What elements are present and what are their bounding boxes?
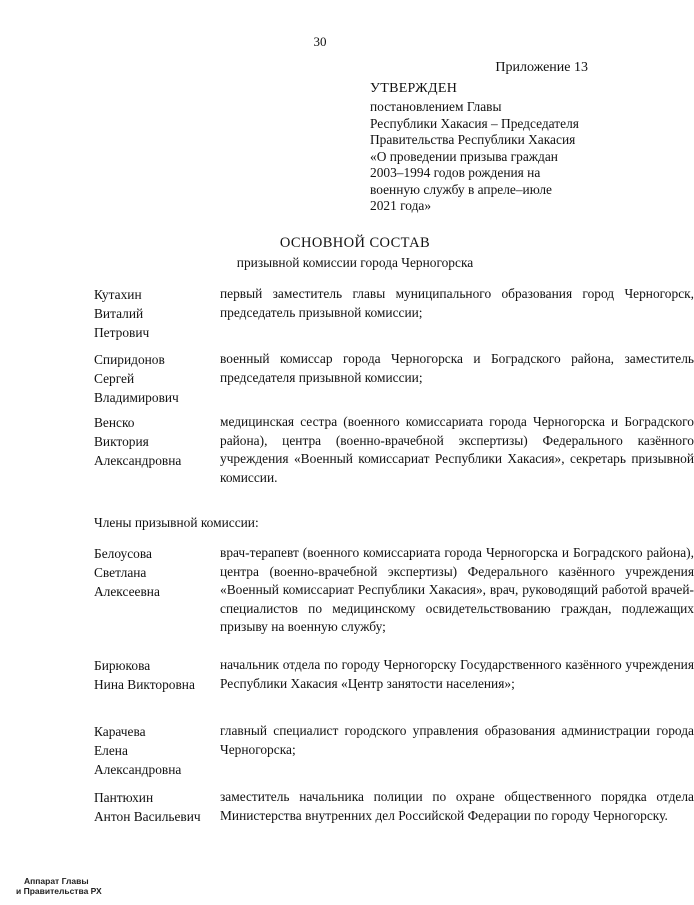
person-name [94, 722, 214, 779]
document-heading [0, 235, 640, 271]
person-role: врач-терапевт (военного комиссариата города Черногорска и Боградского района), центра (военно-врачебной экспертизы) Федерального казённого учреждения «Военный комиссариат Республики Хакасия», врач, руководящий работой врачей-специалистов по медицинскому освидетельствованию граждан, подлежащих призыву на военную службу; [220, 545, 694, 634]
name-line: Александровна [94, 762, 182, 777]
name-line: Венско [94, 415, 135, 430]
person-name [94, 788, 214, 826]
name-line: Александровна [94, 453, 182, 468]
approval-line: Республики Хакасия – Председателя [370, 115, 579, 131]
stamp-line: Аппарат Главы [24, 876, 89, 886]
name-line: Белоусова [94, 546, 152, 561]
person-name [94, 544, 214, 601]
approval-title: УТВЕРЖДЕН [370, 81, 458, 96]
approval-line: военную службу в апреле–июле [370, 181, 553, 197]
name-line: Виктория [94, 434, 149, 449]
approval-block [370, 80, 610, 215]
name-line: Нина Викторовна [94, 677, 195, 692]
approval-line: 2003–1994 годов рождения на [370, 165, 541, 180]
person-name [94, 413, 214, 470]
document-title: ОСНОВНОЙ СОСТАВ [279, 235, 431, 251]
name-line: Алексеевна [94, 584, 160, 599]
name-line: Петрович [94, 325, 150, 340]
person-role: первый заместитель главы муниципального образования город Черногорск, председатель призывной комиссии; [220, 286, 694, 320]
name-line: Кутахин [94, 287, 142, 302]
office-stamp [18, 876, 102, 896]
person-role: заместитель начальника полиции по охране общественного порядка отдела Министерства внутренних дел Российской Федерации по городу Черногорску. [220, 789, 694, 823]
name-line: Владимирович [94, 390, 179, 405]
members-heading: Члены призывной комиссии: [94, 515, 259, 530]
person-role: военный комиссар города Черногорска и Боградского района, заместитель председателя призывной комиссии; [220, 351, 694, 385]
name-line: Виталий [94, 306, 144, 321]
approval-line: 2021 года» [370, 198, 432, 213]
person-role: начальник отдела по городу Черногорску Государственного казённого учреждения Республики Хакасия «Центр занятости населения»; [220, 657, 694, 691]
name-line: Спиридонов [94, 352, 165, 367]
name-line: Пантюхин [94, 790, 154, 805]
approval-line: «О проведении призыва граждан [370, 148, 558, 164]
person-role: медицинская сестра (военного комиссариата города Черногорска и Боградского района), центра (военно-врачебной экспертизы) Федерального казённого учреждения «Военный комиссариат Республики Хакасия», секретарь призывной комиссии. [220, 414, 694, 485]
page-number: 30 [313, 34, 327, 49]
appendix-label: Приложение 13 [495, 60, 588, 75]
name-line: Карачева [94, 724, 146, 739]
person-name [94, 656, 214, 694]
person-name [94, 285, 214, 342]
approval-line: постановлением Главы [370, 99, 502, 114]
name-line: Елена [94, 743, 128, 758]
name-line: Сергей [94, 371, 135, 386]
name-line: Светлана [94, 565, 147, 580]
person-role: главный специалист городского управления образования администрации города Черногорска; [220, 723, 694, 757]
stamp-line: и Правительства РХ [16, 886, 102, 896]
name-line: Бирюкова [94, 658, 151, 673]
name-line: Антон Васильевич [94, 809, 201, 824]
approval-line: Правительства Республики Хакасия [370, 132, 576, 147]
document-subtitle: призывной комиссии города Черногорска [236, 255, 474, 270]
person-name [94, 350, 214, 407]
